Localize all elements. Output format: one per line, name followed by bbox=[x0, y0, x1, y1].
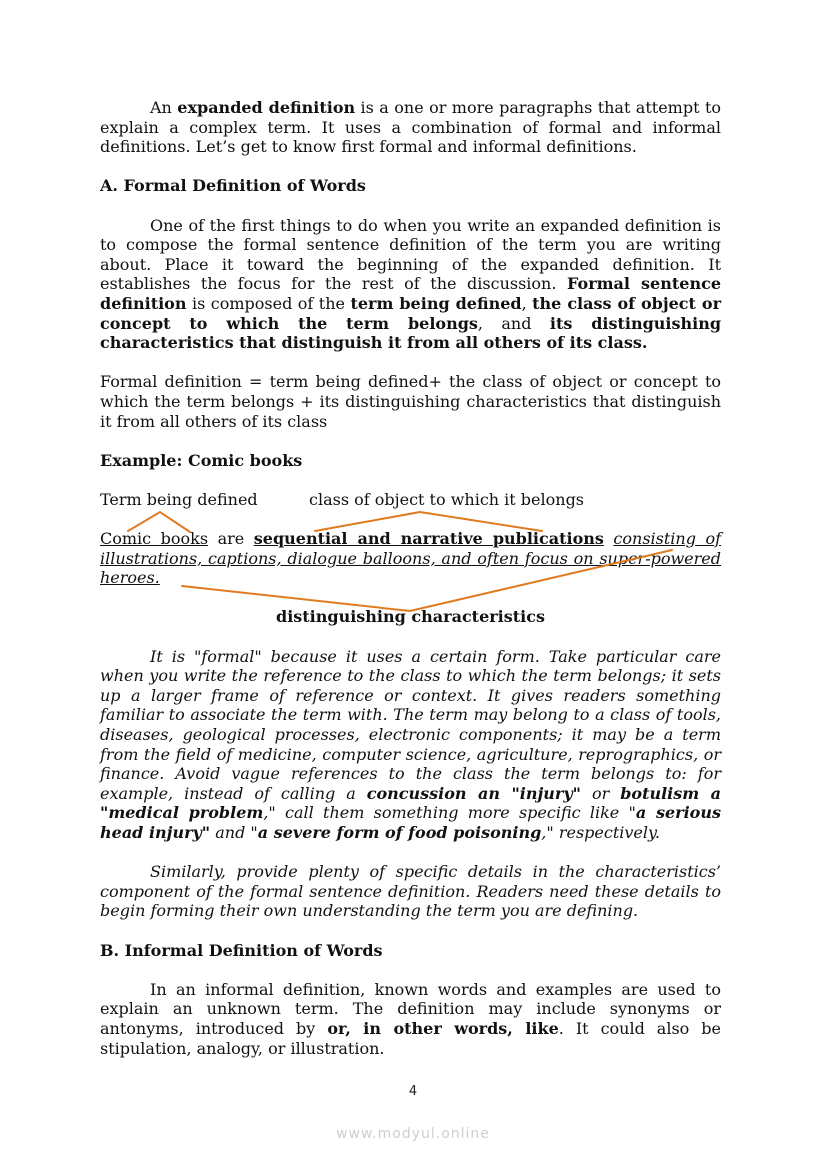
example-characteristics: consisting of illustrations, captions, dialogue balloons, and often focus on super-powered heroes. bbox=[100, 529, 722, 588]
section-a-heading: A. Formal Definition of Words bbox=[100, 176, 366, 196]
text-run: . It could also be stipulation, analogy, or illustration. bbox=[100, 1018, 721, 1058]
bold-run: term being defined bbox=[350, 293, 522, 313]
formal-definition-paragraph bbox=[100, 216, 721, 353]
text-run: and " bbox=[210, 822, 258, 842]
text-run: are bbox=[208, 529, 254, 549]
intro-bold-term: expanded definition bbox=[177, 98, 356, 117]
bold-run: Formal sentence definition bbox=[100, 274, 721, 313]
bold-run: a serious head injury" bbox=[100, 803, 721, 842]
text-run: or bbox=[580, 783, 621, 803]
formal-explanation-paragraph bbox=[100, 647, 721, 843]
page-number: 4 bbox=[408, 1084, 418, 1099]
example-sentence bbox=[100, 529, 721, 588]
bold-run: a severe form of food poisoning bbox=[257, 822, 542, 842]
formula-paragraph: Formal definition = term being defined+ the class of object or concept to which the term belongs + its distinguishing characteristics that distinguish it from all others of its class bbox=[100, 372, 721, 431]
example-term: Comic books bbox=[100, 529, 209, 549]
document-page bbox=[100, 98, 721, 1058]
intro-paragraph bbox=[100, 98, 721, 157]
label-class-of-object: class of object to which it belongs bbox=[309, 489, 585, 509]
example-heading: Example: Comic books bbox=[100, 450, 303, 470]
bold-run: its distinguishing characteristics that distinguish it from all others of its class. bbox=[100, 313, 722, 353]
example-class: sequential and narrative publications bbox=[253, 529, 604, 549]
text-run: ," respectively. bbox=[541, 822, 660, 842]
bold-run: concussion an "injury" bbox=[366, 783, 581, 803]
bold-run: the class of object or concept to which the term belongs bbox=[100, 293, 721, 333]
text-run: One of the first things to do when you write an expanded definition is to compose the formal sentence definition of the term you are writing about. Place it toward the beginning of the expanded definition. It establishes the focus for the rest of the discussion. bbox=[100, 215, 721, 294]
intro-text-rest: is a one or more paragraphs that attempt to explain a complex term. It uses a combination of formal and informal definitions. Let’s get to know first formal and informal definitions. bbox=[100, 98, 722, 157]
bold-run: botulism a "medical problem bbox=[100, 783, 721, 823]
bold-run: or, in other words, like bbox=[327, 1018, 559, 1038]
example-labels-row bbox=[100, 490, 721, 510]
informal-definition-paragraph bbox=[100, 980, 721, 1058]
text-run: In an informal definition, known words and examples are used to explain an unknown term. The definition may include synonyms or antonyms, introduced by bbox=[100, 979, 721, 1038]
text-run bbox=[604, 529, 614, 548]
text-run: , and bbox=[477, 313, 550, 333]
text-run: , bbox=[521, 293, 533, 313]
text-run: is composed of the bbox=[186, 293, 351, 313]
label-distinguishing-characteristics: distinguishing characteristics bbox=[276, 607, 545, 627]
details-paragraph: Similarly, provide plenty of specific details in the characteristics’ component of the formal sentence definition. Readers need these details to begin forming their own understanding the term you are defining. bbox=[100, 862, 721, 921]
section-b-heading: B. Informal Definition of Words bbox=[100, 940, 383, 960]
label-term-being-defined: Term being defined bbox=[100, 489, 258, 509]
watermark-footer: www.modyul.online bbox=[336, 1126, 490, 1142]
text-run: ," call them something more specific like " bbox=[263, 803, 636, 823]
intro-text: An bbox=[150, 98, 178, 117]
text-run: It is "formal" because it uses a certain form. Take particular care when you write the reference to the class to which the term belongs; it sets up a larger frame of reference or context. It gives readers something familiar to associate the term with. The term may belong to a class of tools, diseases, geological processes, electronic components; it may be a term from the field of medicine, computer science, agriculture, reprographics, or finance. Avoid vague references to the class the term belongs to: for example, instead of calling a bbox=[100, 646, 721, 803]
